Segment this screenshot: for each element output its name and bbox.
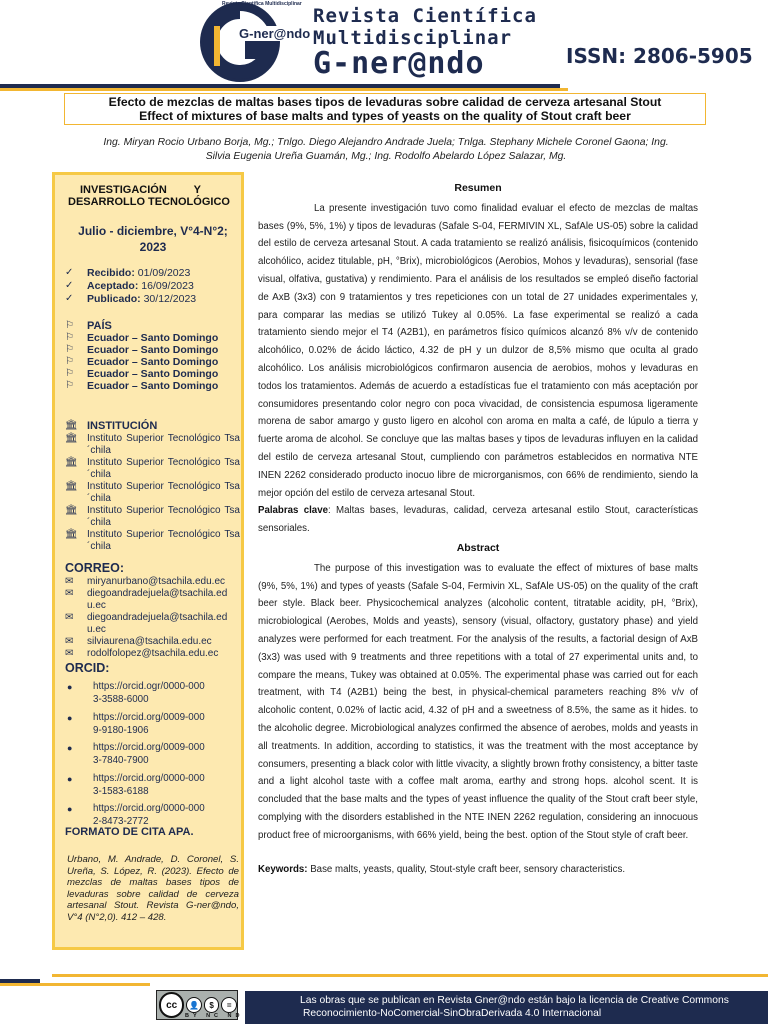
country-item: ⚐ Ecuador – Santo Domingo — [65, 368, 219, 380]
flag-icon: ⚐ — [65, 332, 74, 343]
orcid-link[interactable]: ● https://orcid.org/0009-0003-7840-7900 — [67, 742, 205, 766]
institution-icon: 🏛 — [65, 481, 78, 492]
check-icon: ✓ — [65, 280, 74, 291]
email-item[interactable]: ✉ silviaurena@tsachila.edu.ec — [65, 636, 212, 647]
check-icon: ✓ — [65, 267, 74, 278]
keywords: Keywords: Base malts, yeasts, quality, Stout-style craft beer, sensory characteristics. — [258, 864, 626, 876]
section-title-a: INVESTIGACIÓN Y — [80, 184, 201, 196]
journal-logo — [200, 0, 318, 90]
nd-icon: = — [221, 997, 237, 1013]
date-received: ✓ Recibido: 01/09/2023 — [65, 267, 191, 279]
journal-name-line1: Revista Científica — [313, 5, 537, 27]
envelope-icon: ✉ — [65, 648, 74, 659]
country-item: ⚐ Ecuador – Santo Domingo — [65, 356, 219, 368]
authors-line1: Ing. Miryan Rocio Urbano Borja, Mg.; Tnlgo. Diego Alejandro Andrade Juela; Tnlga. Stephany Michele Coronel Gaona; Ing. — [103, 137, 669, 148]
footer-divider-gold — [52, 974, 768, 977]
license-text — [300, 994, 768, 1020]
flag-icon: ⚐ — [65, 368, 74, 379]
institution-heading: 🏛 INSTITUCIÓN — [65, 420, 158, 432]
license-line2: Reconocimiento-NoComercial-SinObraDerivada 4.0 Internacional — [303, 1008, 602, 1019]
envelope-icon: ✉ — [65, 588, 74, 599]
cc-labels: BY NC ND — [185, 1013, 244, 1019]
abstract-heading: Abstract — [456, 541, 500, 554]
envelope-icon: ✉ — [65, 612, 74, 623]
authors-line2: Silvia Eugenia Ureña Guamán, Mg.; Ing. Rodolfo Abelardo López Salazar, Mg. — [205, 151, 567, 162]
section-title-line1 — [80, 184, 230, 196]
citation-text: Urbano, M. Andrade, D. Coronel, S. Ureña, S. López, R. (2023). Efecto de mezclas de maltas bases tipos de levaduras sobre calidad de cerveza artesanal Stout. Revista G-ner@ndo, V°4 (N°2,0). 412 – 428. — [67, 854, 239, 923]
email-item[interactable]: ✉ diegoandradejuela@tsachila.edu.ec — [65, 588, 228, 611]
institution-item: 🏛 Instituto Superior Tecnológico Tsa´chila — [65, 529, 240, 552]
header-divider-gold — [0, 88, 568, 91]
institution-icon: 🏛 — [65, 529, 78, 540]
institution-item: 🏛 Instituto Superior Tecnológico Tsa´chila — [65, 505, 240, 528]
orcid-link[interactable]: ● https://orcid.org/0009-0009-9180-1906 — [67, 712, 205, 736]
issue-period: Julio - diciembre, V°4-N°2; 2023 — [78, 224, 228, 254]
bullet-icon: ● — [67, 713, 73, 723]
svg-text:Revista Científica Multidiscip: Revista Científica Multidisciplinar — [222, 1, 302, 7]
orcid-link[interactable]: ● https://orcid.org/0000-0003-1583-6188 — [67, 773, 205, 797]
footer-divider-gold-left — [0, 983, 150, 986]
flag-icon: ⚐ — [65, 356, 74, 367]
article-info-sidebar — [52, 172, 244, 950]
orcid-link[interactable]: ● https://orcid.ogr/0000-0003-3588-6000 — [67, 681, 205, 705]
envelope-icon: ✉ — [65, 636, 74, 647]
country-heading: ⚐ PAÍS — [65, 320, 112, 332]
citation-heading: FORMATO DE CITA APA. — [65, 826, 194, 838]
envelope-icon: ✉ — [65, 576, 74, 587]
country-item: ⚐ Ecuador – Santo Domingo — [65, 332, 219, 344]
journal-name-line2: Multidisciplinar — [313, 27, 513, 49]
institution-icon: 🏛 — [65, 457, 78, 468]
bullet-icon: ● — [67, 804, 73, 814]
institution-icon: 🏛 — [65, 420, 78, 431]
article-title-box — [64, 93, 706, 125]
article-title-es: Efecto de mezclas de maltas bases tipos de levaduras sobre calidad de cerveza artesanal Stout — [108, 95, 662, 109]
email-heading: CORREO: — [65, 561, 125, 575]
palabras-clave: Palabras clave: Maltas bases, levaduras, calidad, cerveza artesanal estilo Stout, características sensoriales. — [258, 505, 699, 535]
institution-icon: 🏛 — [65, 433, 78, 444]
institution-item: 🏛 Instituto Superior Tecnológico Tsa´chila — [65, 481, 240, 504]
check-icon: ✓ — [65, 293, 74, 304]
abstract-column — [258, 180, 698, 879]
nc-icon: $ — [204, 997, 220, 1013]
orcid-link[interactable]: ● https://orcid.org/0000-0002-8473-2772 — [67, 803, 205, 827]
bullet-icon: ● — [67, 743, 73, 753]
authors — [62, 136, 710, 164]
issn: ISSN: 2806-5905 — [566, 44, 753, 68]
email-item[interactable]: ✉ diegoandradejuela@tsachila.edu.ec — [65, 612, 228, 635]
institution-icon: 🏛 — [65, 505, 78, 516]
flag-icon: ⚐ — [65, 320, 74, 331]
email-item[interactable]: ✉ miryanurbano@tsachila.edu.ec — [65, 576, 226, 587]
journal-header — [0, 0, 768, 92]
country-item: ⚐ Ecuador – Santo Domingo — [65, 344, 219, 356]
date-published: ✓ Publicado: 30/12/2023 — [65, 293, 197, 305]
orcid-heading: ORCID: — [65, 661, 110, 675]
abstract-text: The purpose of this investigation was to evaluate the effect of mixtures of base malts (9%, 5%, 1%) and types of yeasts (Safale S-04, Fermivin XL, SafAle US-05) on the quality of the craft beer style. Black beer. Physicochemical analyzes (alcoholic content, titratable acidity, pH, °Brix), microbiological (Aerobes, Molds and yeasts), sensory (visual, olfactory, gustatory phase) and yield analyzes were performed for each treatment. For the analysis of the results, a factorial design of AxB (3x3) was used with 9 treatments and three repetitions with a total of 27 experimental units and, to compare the means, Tukey was obtained at 0.05%. The experimental phase was carried out for each treatment, with T4 (A2B1) being the best, in physical-chemical parameters reaching 8% v/v of alcoholic content, 0.02% of lactic acid, 4.32 of pH and a sweetness of 8.5%, the same as it hides. to the alcoholic degree. Microbiological analyzes confirmed the absence of aerobes, molds and yeasts in all treatments. In addition, according to statistics, it was the treatment with the most acceptance by consumers, presenting a black color with little vivacity, a slightly brown frothy consistency, a bitter taste and a light alcohol taste with a coffee malt aroma, earthy and strong hops. alcohol scent. It is concluded that the base malts and the types of yeast influence the quality of the Stout craft beer style, complying with the disorders established in the NTE INEN 2262 regulation, considering an innocuous product free of microorganisms, with 66% yield, being the best. option of the Stout style of craft beer. — [258, 562, 698, 841]
logo-text: G-ner@ndo — [239, 26, 311, 41]
institution-item: 🏛 Instituto Superior Tecnológico Tsa´chila — [65, 433, 240, 456]
country-item: ⚐ Ecuador – Santo Domingo — [65, 380, 219, 392]
journal-name-line3: G-ner@ndo — [313, 46, 485, 81]
bullet-icon: ● — [67, 774, 73, 784]
license-line1: Las obras que se publican en Revista Gner@ndo están bajo la licencia de Creative Commons — [300, 995, 729, 1006]
bullet-icon: ● — [67, 682, 73, 692]
resumen-heading: Resumen — [454, 182, 502, 194]
article-title-en: Effect of mixtures of base malts and types of yeasts on the quality of Stout craft beer — [139, 109, 631, 123]
by-icon: 👤 — [186, 997, 202, 1013]
cc-icon: cc — [159, 992, 184, 1018]
flag-icon: ⚐ — [65, 380, 74, 391]
institution-item: 🏛 Instituto Superior Tecnológico Tsa´chila — [65, 457, 240, 480]
resumen-text: La presente investigación tuvo como finalidad evaluar el efecto de mezclas de maltas bases (9%, 5%, 1%) y tipos de levaduras (Safale S-04, FERMIVIN XL, SafAle US-05) sobre la calidad del estilo de cerveza artesanal Stout. A cada tratamiento se realizó análisis, fisicoquímicos (contenido alcohólico, acidez titulable, pH, °Brix), microbiológicos (Aerobios, Mohos y levaduras), sensorial (fase visual, olfativa, gustativa) y rendimiento. Para el análisis de los resultados se empleó diseño factorial de AxB (3x3) con 9 tratamientos y tres repeticiones con un total de 27 unidades experimentales y, para comparar las medias se utilizó Tukey al 0.05%. La fase experimental se realizó a cada tratamiento siendo mejor el T4 (A2B1), en parámetros físico químicos alcanzó 8% v/v de contenido alcohólico, 0.02% de ácido láctico, 4.32 de pH y un dulzor de 8,5% mismo que oculta al grado alcohólico. Los análisis microbiológicos confirmaron ausencia de aerobios, mohos y levaduras en todos los tratamientos. Además de acuerdo a estadísticas fue el tratamiento con más aceptación por consumidores presentando color negro con poca vivacidad, de consistencia espumosa ligeramente morena de sabor amargo y gusto ligero en alcohol con aroma en malta a café, de lúpulo a tierra y fuerte aroma de alcohol. Se concluye que las maltas bases y tipos de levaduras influyen en la calidad del estilo de cerveza artesanal Stout, cumpliendo con parámetros establecidos en normativa NTE INEN 2262 considerado producto inocuo libre de microrganismos, con 66% de rendimiento, siendo la mejor opción del estilo de cerveza artesanal Stout. — [258, 202, 698, 499]
date-accepted: ✓ Aceptado: 16/09/2023 — [65, 280, 194, 292]
section-title-line2: DESARROLLO TECNOLÓGICO — [68, 196, 230, 208]
flag-icon: ⚐ — [65, 344, 74, 355]
email-item[interactable]: ✉ rodolfolopez@tsachila.edu.ec — [65, 648, 219, 659]
